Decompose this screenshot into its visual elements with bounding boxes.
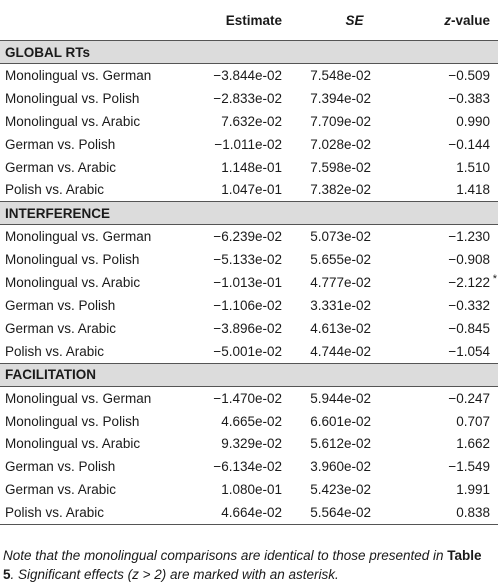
row-z: −0.383 [448,90,490,106]
row-estimate: −6.239e-02 [213,229,282,245]
row-estimate: −1.106e-02 [213,297,282,313]
row-z-value [401,225,498,248]
row-estimate: −2.833e-02 [213,90,282,106]
row-z: 0.990 [456,113,490,129]
row-z: −0.908 [448,252,490,268]
row-z-value [401,110,498,133]
footnote-text-start: Note that the monolingual comparisons are identical to those presented in [3,548,448,563]
row-se: 5.612e-02 [310,436,371,452]
section-header-row [0,202,498,225]
table-header [0,0,498,41]
table-row [0,501,498,524]
row-z-value [401,156,498,179]
row-label: German vs. Arabic [5,159,117,175]
row-se: 5.423e-02 [310,482,371,498]
table-row [0,133,498,156]
row-se: 5.564e-02 [288,501,401,524]
table-row [0,340,498,363]
table-row [0,455,498,478]
row-estimate: 4.664e-02 [192,501,288,524]
table-row [0,271,498,294]
row-z: 1.418 [456,182,490,198]
table-row [0,294,498,317]
table-row [0,248,498,271]
row-se: 3.960e-02 [310,459,371,475]
row-z: −1.549 [448,459,490,475]
row-estimate: 4.665e-02 [221,413,282,429]
row-label: Polish vs. Arabic [0,501,192,524]
row-se: 4.777e-02 [310,275,371,291]
row-estimate: −3.896e-02 [213,320,282,336]
header-z-italic: z [444,12,451,28]
row-se: 6.601e-02 [310,413,371,429]
table-row [0,478,498,501]
row-z: −0.144 [448,136,490,152]
header-row [0,0,498,41]
row-se: 7.709e-02 [310,113,371,129]
section-title: INTERFERENCE [0,202,498,225]
row-label: Monolingual vs. Arabic [5,436,141,452]
row-estimate: 1.080e-01 [221,482,282,498]
row-estimate: −6.134e-02 [213,459,282,475]
header-estimate: Estimate [225,12,282,28]
table-row [0,386,498,409]
row-z-value [401,133,498,156]
row-z-value [401,294,498,317]
row-z: 1.662 [456,436,490,452]
row-label: Monolingual vs. Polish [5,252,140,268]
table-row [0,87,498,110]
section-header-row [0,41,498,64]
row-z-value [401,87,498,110]
row-label: German vs. Arabic [5,320,117,336]
row-estimate: 7.632e-02 [221,113,282,129]
row-label: Polish vs. Arabic [5,343,105,359]
row-se: 4.613e-02 [310,320,371,336]
row-z-value [401,478,498,501]
table-row [0,64,498,87]
row-z: −0.845 [448,320,490,336]
row-z: −0.509 [448,67,490,83]
table-5-link[interactable]: Table 5 [3,548,482,582]
row-estimate: −1.011e-02 [214,136,282,152]
section-interference [0,202,498,363]
row-label: Monolingual vs. Arabic [5,113,141,129]
row-z: −0.247 [448,390,490,406]
table-row [0,110,498,133]
row-z: −0.332 [448,297,490,313]
row-se: 7.028e-02 [310,136,371,152]
section-facilitation [0,363,498,524]
row-label: Polish vs. Arabic [5,182,105,198]
row-estimate: −5.001e-02 [213,343,282,359]
row-z-value [401,501,498,524]
row-se: 7.394e-02 [310,90,371,106]
row-se: 7.598e-02 [310,159,371,175]
row-z-value [401,248,498,271]
row-z-value [401,455,498,478]
row-label: Monolingual vs. German [5,229,152,245]
row-label: Monolingual vs. Polish [5,413,140,429]
row-se: 3.331e-02 [310,297,371,313]
row-z-value [401,317,498,340]
row-z: 0.838 [456,505,490,521]
row-z: −1.054 [448,343,490,359]
row-estimate: −3.844e-02 [213,67,282,83]
row-label: German vs. Arabic [5,482,117,498]
row-z-value [401,410,498,433]
row-label: German vs. Polish [5,136,116,152]
header-se: SE [345,12,364,28]
section-header-row [0,363,498,386]
row-se: 5.655e-02 [310,252,371,268]
table-row [0,156,498,179]
row-label: German vs. Polish [5,459,116,475]
row-estimate: 9.329e-02 [221,436,282,452]
header-label [0,0,192,41]
row-z: 1.991 [456,482,490,498]
significance-mark: * [492,273,497,286]
table-footnote [3,546,495,584]
row-se: 5.944e-02 [310,390,371,406]
row-z-value [401,432,498,455]
row-estimate: −5.133e-02 [213,252,282,268]
row-se: 7.382e-02 [310,182,371,198]
row-z: 0.707 [456,413,490,429]
row-z-value [401,178,498,201]
row-se: 7.548e-02 [310,67,371,83]
row-se: 4.744e-02 [310,343,371,359]
row-estimate: 1.148e-01 [221,159,282,175]
row-label: Monolingual vs. Arabic [5,275,141,291]
table-row [0,178,498,201]
table-row [0,432,498,455]
footnote-text-end: . Significant effects (z > 2) are marked with an asterisk. [10,567,339,582]
row-z-value [401,271,498,294]
section-title: GLOBAL RTs [0,41,498,64]
row-z: 1.510 [456,159,490,175]
row-z-value [401,386,498,409]
row-z: −1.230 [448,229,490,245]
row-z-value [401,64,498,87]
header-z-rest: -value [450,12,490,28]
row-estimate: −1.013e-01 [213,275,282,291]
row-z-value [401,340,498,363]
table-row [0,410,498,433]
row-label: German vs. Polish [5,297,116,313]
section-global-rts [0,41,498,202]
table-row [0,317,498,340]
row-se: 5.073e-02 [310,229,371,245]
row-label: Monolingual vs. Polish [5,90,140,106]
row-estimate: 1.047e-01 [221,182,282,198]
row-z: −2.122 [448,275,490,291]
table-row [0,225,498,248]
row-estimate: −1.470e-02 [213,390,282,406]
row-label: Monolingual vs. German [5,67,152,83]
section-title: FACILITATION [0,363,498,386]
header-z-value [401,0,498,41]
row-label: Monolingual vs. German [5,390,152,406]
